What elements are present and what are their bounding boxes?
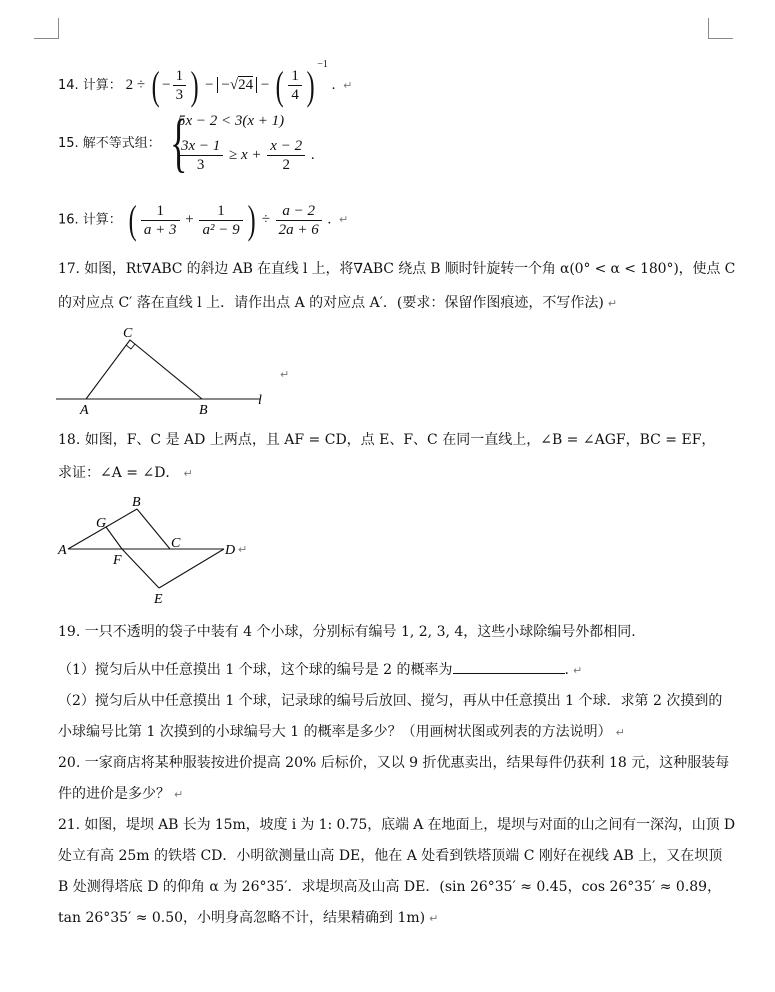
q15-inequality-2: $\frac{3x - 1}{3}$ ≥ x + $\frac{x - 2}{2}$ .	[176, 137, 315, 174]
label-G: G	[96, 516, 107, 531]
label-A: A	[58, 543, 67, 558]
q19-text-line-1: 19. 一只不透明的袋子中装有 4 个小球，分别标有编号 1, 2, 3, 4，这些小球除编号外都相同.	[58, 624, 636, 640]
question-16: 16. 计算： ( $\frac{1}{a + 3}$ + $\frac{1}{\text{a² − 9}}$ ) ÷ $\frac{a - 2}{2a + 6}$ . ↵	[58, 197, 349, 242]
q20-text-line-1: 20. 一家商店将某种服装按进价提高 20% 后标价，又以 9 折优惠卖出，结果每件仍获利 18 元，这种服装每	[58, 755, 730, 771]
q18-text-line-1: 18. 如图，F、C 是 AD 上两点，且 AF = CD，点 E、F、C 在同一直线上，∠B = ∠AGF，BC = EF，	[58, 432, 716, 448]
q20-text-line-2: 件的进价是多少？ ↵	[58, 786, 184, 802]
q15-number: 15. 解不等式组：	[58, 136, 161, 151]
segment-EC	[159, 549, 224, 588]
q21-text-line-1: 21. 如图，堤坝 AB 长为 15m，坡度 i 为 1: 0.75，底端 A 在地面上，堤坝与对面的山之间有一深沟，山顶 D	[58, 817, 736, 833]
label-E: E	[154, 592, 163, 607]
answer-blank[interactable]	[453, 659, 565, 674]
return-mark-icon: ↵	[572, 664, 583, 677]
q19-part-1: （1）搅匀后从中任意摸出 1 个球，这个球的编号是 2 的概率为 . ↵	[58, 659, 582, 682]
label-l: l	[258, 393, 262, 408]
segment-FE	[122, 549, 159, 588]
q18-geometry-figure	[50, 490, 260, 608]
label-B: B	[199, 403, 208, 417]
q18-text-line-2: 求证：∠A = ∠D． ↵	[58, 465, 193, 481]
right-angle-marker	[126, 344, 135, 349]
q19-part-2-line-1: （2）搅匀后从中任意摸出 1 个球，记录球的编号后放回、搅匀，再从中任意摸出 1 个球．求第 2 次摸到的	[58, 693, 723, 709]
q15-inequality-1: 5x − 2 < 3(x + 1)	[178, 113, 285, 129]
q21-text-line-4: tan 26°35′ ≈ 0.50，小明身高忽略不计，结果精确到 1m) ↵	[58, 910, 439, 926]
q17-text-line-2: 的对应点 C′ 落在直线 l 上．请作出点 A 的对应点 A′．(要求：保留作图痕迹，不写作法) ↵	[58, 295, 618, 311]
return-mark-icon: ↵	[280, 368, 290, 381]
q14-abs-sqrt: −√24	[217, 77, 257, 93]
crop-mark-top-right	[708, 18, 733, 39]
return-mark-icon: ↵	[238, 543, 248, 556]
return-mark-icon: ↵	[615, 726, 625, 739]
return-mark-icon: ↵	[174, 788, 184, 801]
triangle-abc	[86, 340, 202, 399]
label-D: D	[225, 543, 236, 558]
return-mark-icon: ↵	[183, 467, 193, 480]
return-mark-icon: ↵	[607, 297, 618, 310]
label-C: C	[171, 536, 181, 551]
q17-triangle-figure	[50, 322, 290, 417]
question-14: 14. 计算： 2 ÷ ( − $\frac{1}{3}$ ) − −√24 − ( $\frac{1}{4}$ ) $^{-1}$ . ↵	[58, 59, 353, 108]
return-mark-icon: ↵	[339, 213, 349, 227]
label-A: A	[80, 403, 89, 417]
q14-fraction-1: $\frac{1}{3}$	[173, 67, 187, 104]
q15-brace: {	[170, 106, 188, 179]
label-C: C	[123, 326, 133, 341]
q21-text-line-3: B 处测得塔底 D 的仰角 α 为 26°35′．求堤坝高及山高 DE．(sin 26°35′ ≈ 0.45，cos 26°35′ ≈ 0.89，	[58, 879, 722, 895]
label-B: B	[132, 495, 141, 510]
q14-number: 14. 计算：	[58, 78, 122, 93]
q14-fraction-2: $\frac{1}{4}$	[288, 67, 302, 104]
segment-GF	[106, 527, 122, 549]
q21-text-line-2: 处立有高 25m 的铁塔 CD．小明欲测量山高 DE，他在 A 处看到铁塔顶端 C 刚好在视线 AB 上，又在坝顶	[58, 848, 723, 864]
return-mark-icon: ↵	[343, 79, 353, 92]
segment-BC	[137, 509, 170, 549]
q19-part-2-line-2: 小球编号比第 1 次摸到的小球编号大 1 的概率是多少？（用画树状图或列表的方法说明） ↵	[58, 724, 625, 740]
return-mark-icon: ↵	[429, 912, 439, 925]
label-F: F	[113, 553, 122, 568]
crop-mark-top-left	[34, 18, 59, 39]
q17-text-line-1: 17. 如图，Rt∇ABC 的斜边 AB 在直线 l 上，将∇ABC 绕点 B 顺时针旋转一个角 α(0° < α < 180°)，使点 C	[58, 261, 736, 277]
